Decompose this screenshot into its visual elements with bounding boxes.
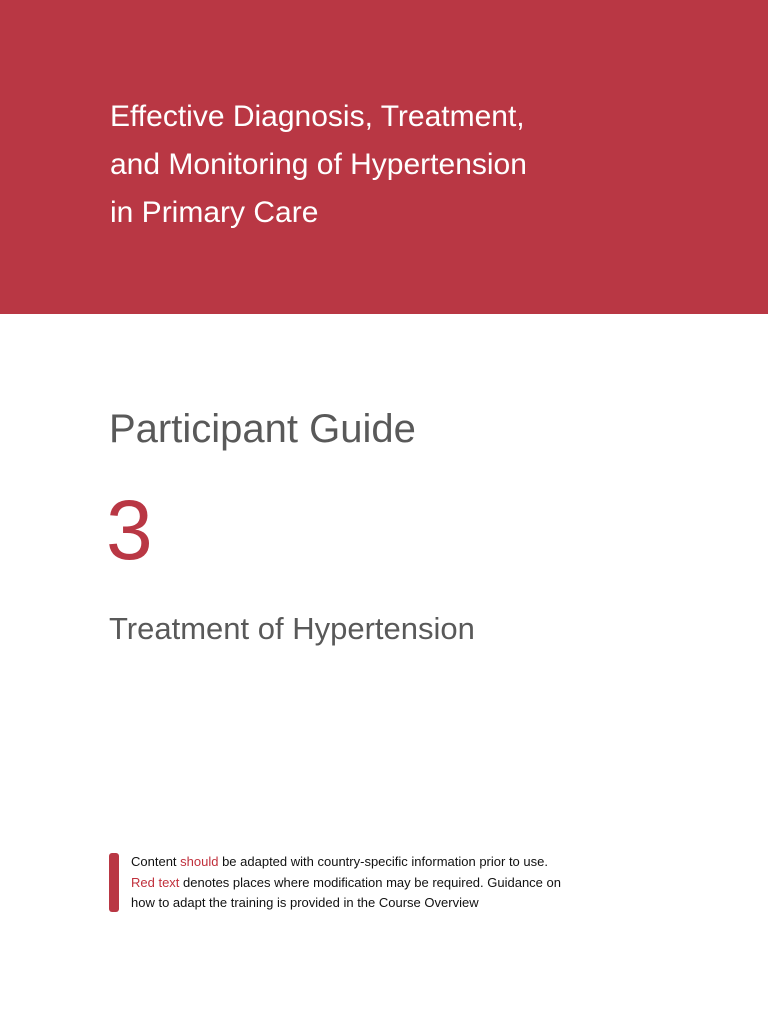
guide-label: Participant Guide (109, 407, 416, 451)
note-line-1 (131, 852, 661, 873)
note-line-3: how to adapt the training is provided in the Course Overview (131, 895, 479, 910)
module-title: Treatment of Hypertension (109, 611, 475, 646)
note-highlight-should: should (180, 854, 219, 869)
note-line-2 (131, 873, 661, 894)
title-banner (0, 0, 768, 314)
module-number: 3 (106, 483, 153, 577)
adaptation-note (109, 852, 669, 914)
note-highlight-red-text: Red text (131, 874, 180, 890)
note-text (131, 852, 661, 914)
note-line-1-end: be adapted with country-specific information prior to use. (218, 854, 548, 869)
document-title-line-2: and Monitoring of Hypertension (110, 148, 527, 181)
note-line-1-start: Content (131, 854, 181, 869)
document-title-line-3: in Primary Care (110, 196, 319, 229)
note-accent-bar (109, 853, 119, 912)
document-title (110, 93, 670, 237)
document-title-line-1: Effective Diagnosis, Treatment, (110, 100, 525, 133)
note-line-2-end: denotes places where modification may be required. Guidance on (179, 874, 561, 890)
